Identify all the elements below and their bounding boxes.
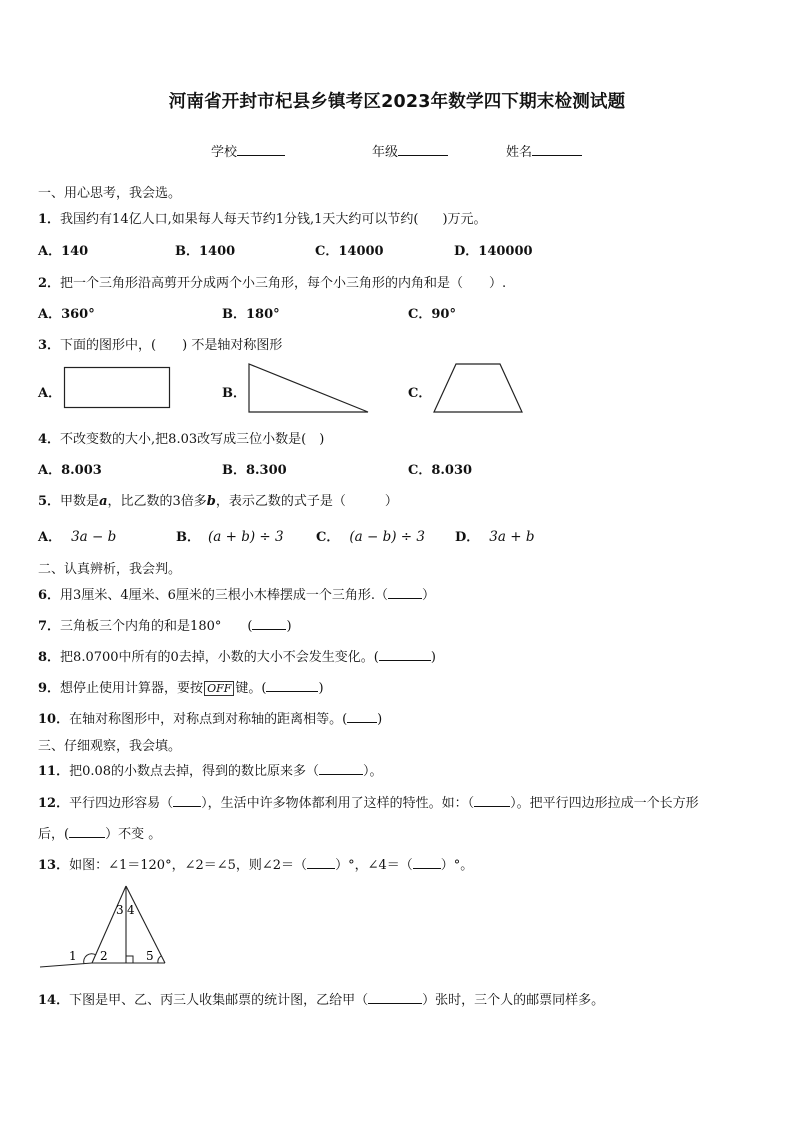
question-13: 13．如图：∠1＝120°，∠2＝∠5，则∠2＝（ ）°，∠4＝（ ）°。 [38, 858, 474, 873]
q13-answer-blank-1[interactable] [307, 857, 335, 869]
q2-option-a[interactable]: A．360° [38, 307, 95, 322]
angle-label-1: 1 [69, 949, 77, 963]
school-field[interactable]: 学校 [211, 141, 285, 160]
q4-option-c[interactable]: C．8.030 [408, 463, 473, 478]
q5-expr-c: (a − b) ÷ 3 [349, 529, 425, 545]
q5-expr-b: (a + b) ÷ 3 [208, 529, 284, 545]
question-10: 10．在轴对称图形中，对称点到对称轴的距离相等。( ) [38, 712, 383, 727]
q5-option-b[interactable]: B． (a + b) ÷ 3 [176, 529, 284, 545]
question-1: 1．我国约有14亿人口,如果每人每天节约1分钱,1天大约可以节约( )万元。 [38, 212, 487, 227]
q1-option-b[interactable]: B．1400 [175, 244, 236, 259]
q2-option-c[interactable]: C．90° [408, 307, 456, 322]
q6-answer-blank[interactable] [388, 587, 422, 599]
angle-label-4: 4 [127, 903, 135, 917]
q8-answer-blank[interactable] [379, 649, 431, 661]
question-4: 4．不改变数的大小,把8.03改写成三位小数是( ) [38, 432, 325, 447]
q4-option-a[interactable]: A．8.003 [38, 463, 102, 478]
q10-answer-blank[interactable] [347, 711, 377, 723]
question-8: 8．把8.0700中所有的0去掉，小数的大小不会发生变化。( ) [38, 650, 436, 665]
q3-option-b[interactable]: B． [222, 386, 246, 401]
question-7: 7．三角板三个内角的和是180° ( ) [38, 619, 292, 634]
q5-expr-a: 3a − b [71, 529, 117, 545]
off-key-icon: OFF [204, 681, 234, 696]
question-6: 6．用3厘米、4厘米、6厘米的三根小木棒摆成一个三角形.（ ） [38, 588, 436, 603]
q12-answer-blank-2[interactable] [474, 795, 510, 807]
q11-answer-blank[interactable] [319, 763, 363, 775]
angle-label-3: 3 [116, 903, 124, 917]
section-heading-1: 一、用心思考，我会选。 [38, 186, 182, 201]
q5-option-c[interactable]: C． (a − b) ÷ 3 [316, 529, 425, 545]
question-3: 3．下面的图形中，( ) 不是轴对称图形 [38, 338, 283, 353]
section-heading-3: 三、仔细观察，我会填。 [38, 739, 182, 754]
question-14: 14．下图是甲、乙、丙三人收集邮票的统计图，乙给甲（ ）张时，三个人的邮票同样多。 [38, 993, 605, 1008]
grade-field[interactable]: 年级 [372, 141, 448, 160]
q13-answer-blank-2[interactable] [413, 857, 441, 869]
section-heading-2: 二、认真辨析，我会判。 [38, 562, 182, 577]
question-2: 2．把一个三角形沿高剪开分成两个小三角形，每个小三角形的内角和是（ ）. [38, 276, 507, 291]
q5-expr-d: 3a + b [489, 529, 535, 545]
q4-option-b[interactable]: B．8.300 [222, 463, 287, 478]
question-12-cont: 后，( ）不变 。 [38, 827, 162, 842]
rectangle-shape [62, 366, 172, 410]
q1-option-d[interactable]: D．140000 [454, 244, 533, 259]
right-triangle-shape [246, 362, 372, 414]
q3-option-c[interactable]: C． [408, 386, 432, 401]
question-9: 9．想停止使用计算器，要按 OFF 键。( ) [38, 681, 324, 696]
q5-option-a[interactable]: A． 3a − b [38, 529, 117, 545]
angle-label-2: 2 [100, 949, 108, 963]
angle-label-5: 5 [146, 949, 154, 963]
question-11: 11．把0.08的小数点去掉，得到的数比原来多（ ）。 [38, 764, 383, 779]
trapezoid-shape [432, 362, 526, 414]
question-12: 12．平行四边形容易（ ），生活中许多物体都利用了这样的特性。如：（ ）。把平行四边形拉成一个长方形 [38, 796, 699, 811]
q12-answer-blank-3[interactable] [69, 826, 105, 838]
question-5: 5．甲数是a，比乙数的3倍多b，表示乙数的式子是（ ） [38, 494, 398, 509]
triangle-angle-diagram [40, 884, 170, 972]
page-title: 河南省开封市杞县乡镇考区2023年数学四下期末检测试题 [168, 92, 626, 112]
q12-answer-blank-1[interactable] [173, 795, 201, 807]
q9-answer-blank[interactable] [266, 680, 318, 692]
q1-option-a[interactable]: A．140 [38, 244, 89, 259]
q14-answer-blank[interactable] [368, 992, 422, 1004]
name-field[interactable]: 姓名 [506, 141, 582, 160]
q3-option-a[interactable]: A． [38, 386, 62, 401]
q2-option-b[interactable]: B．180° [222, 307, 280, 322]
q5-option-d[interactable]: D． 3a + b [455, 529, 535, 545]
q1-option-c[interactable]: C．14000 [315, 244, 384, 259]
q7-answer-blank[interactable] [252, 618, 286, 630]
